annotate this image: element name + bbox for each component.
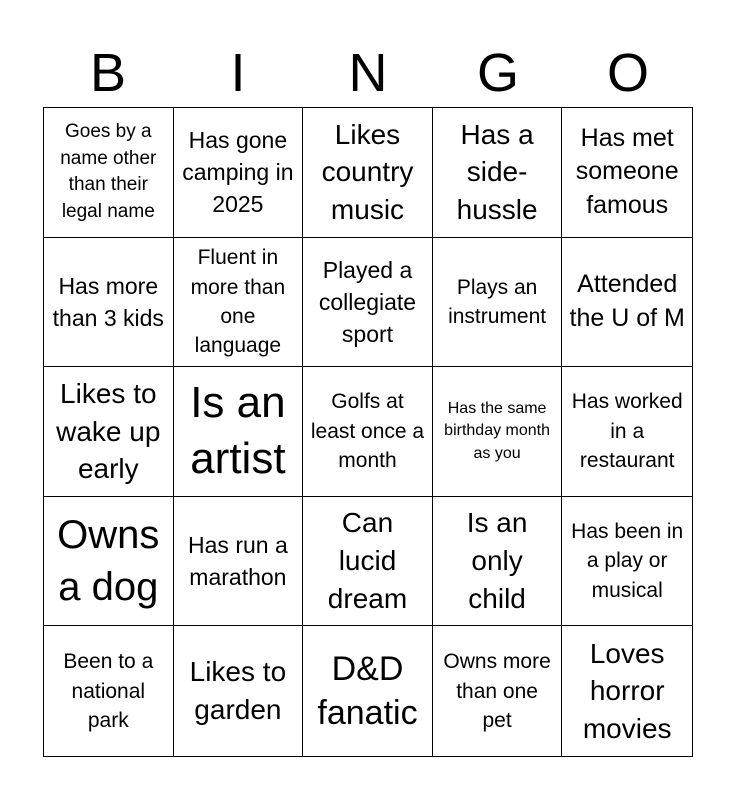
cell-text: Attended the U of M — [569, 270, 685, 332]
header-letter-g: G — [476, 43, 519, 103]
header-letter-b: B — [89, 43, 127, 103]
cell-text: Goes by a name other than their legal name — [60, 121, 157, 222]
bingo-cell-r3c1[interactable] — [44, 367, 174, 497]
cell-text: Owns a dog — [57, 513, 160, 610]
bingo-cell-r5c1[interactable] — [44, 626, 174, 756]
cell-text: Likes to wake up early — [56, 377, 161, 485]
bingo-cell-r5c4[interactable] — [433, 626, 563, 756]
bingo-cell-r3c3[interactable] — [303, 367, 433, 497]
bingo-header — [43, 38, 693, 108]
cell-text: Can lucid dream — [327, 507, 408, 614]
bingo-cell-r5c5[interactable] — [562, 626, 692, 756]
bingo-cell-r4c3[interactable] — [303, 497, 433, 627]
cell-text: Has worked in a restaurant — [571, 390, 683, 473]
cell-text: Has gone camping in 2025 — [182, 127, 294, 218]
cell-text: Golfs at least once a month — [310, 390, 425, 473]
cell-text: Has the same birthday month as you — [444, 399, 551, 462]
cell-text: Loves horror movies — [582, 637, 672, 745]
cell-text: Is an only child — [466, 507, 528, 614]
bingo-cell-r5c2[interactable] — [174, 626, 304, 756]
cell-text: Has more than 3 kids — [52, 272, 164, 331]
bingo-cell-r3c4[interactable] — [433, 367, 563, 497]
bingo-cell-r4c4[interactable] — [433, 497, 563, 627]
cell-text: Likes to garden — [189, 656, 287, 726]
cell-text: Likes country music — [321, 118, 414, 226]
bingo-cell-r1c2[interactable] — [174, 108, 304, 238]
bingo-cell-r3c2[interactable] — [174, 367, 304, 497]
bingo-cell-r1c4[interactable] — [433, 108, 563, 238]
cell-text: Fluent in more than one language — [190, 246, 286, 358]
cell-text: D&D fanatic — [317, 650, 418, 733]
cell-text: Been to a national park — [63, 650, 154, 732]
bingo-cell-r2c2[interactable] — [174, 238, 304, 368]
bingo-cell-r2c1[interactable] — [44, 238, 174, 368]
bingo-cell-r4c1[interactable] — [44, 497, 174, 627]
cell-text: Has met someone famous — [575, 123, 679, 220]
header-letter-o: O — [606, 43, 649, 103]
bingo-cell-r2c3[interactable] — [303, 238, 433, 368]
bingo-board — [43, 107, 693, 757]
bingo-cell-r4c5[interactable] — [562, 497, 692, 627]
cell-text: Owns more than one pet — [443, 650, 551, 732]
bingo-cell-r4c2[interactable] — [174, 497, 304, 627]
bingo-cell-r5c3[interactable] — [303, 626, 433, 756]
bingo-cell-r3c5[interactable] — [562, 367, 692, 497]
cell-text: Played a collegiate sport — [318, 256, 417, 347]
cell-text: Has run a marathon — [188, 531, 288, 591]
bingo-cell-r1c5[interactable] — [562, 108, 692, 238]
bingo-cell-r2c5[interactable] — [562, 238, 692, 368]
cell-text: Has a side-hussle — [456, 118, 538, 226]
cell-text: Is an artist — [190, 378, 286, 484]
bingo-cell-r1c3[interactable] — [303, 108, 433, 238]
header-letter-n: N — [348, 43, 388, 103]
bingo-cell-r2c4[interactable] — [433, 238, 563, 368]
cell-text: Plays an instrument — [448, 275, 547, 328]
header-letter-i: I — [230, 43, 246, 103]
cell-text: Has been in a play or musical — [571, 520, 684, 602]
bingo-cell-r1c1[interactable] — [44, 108, 174, 238]
